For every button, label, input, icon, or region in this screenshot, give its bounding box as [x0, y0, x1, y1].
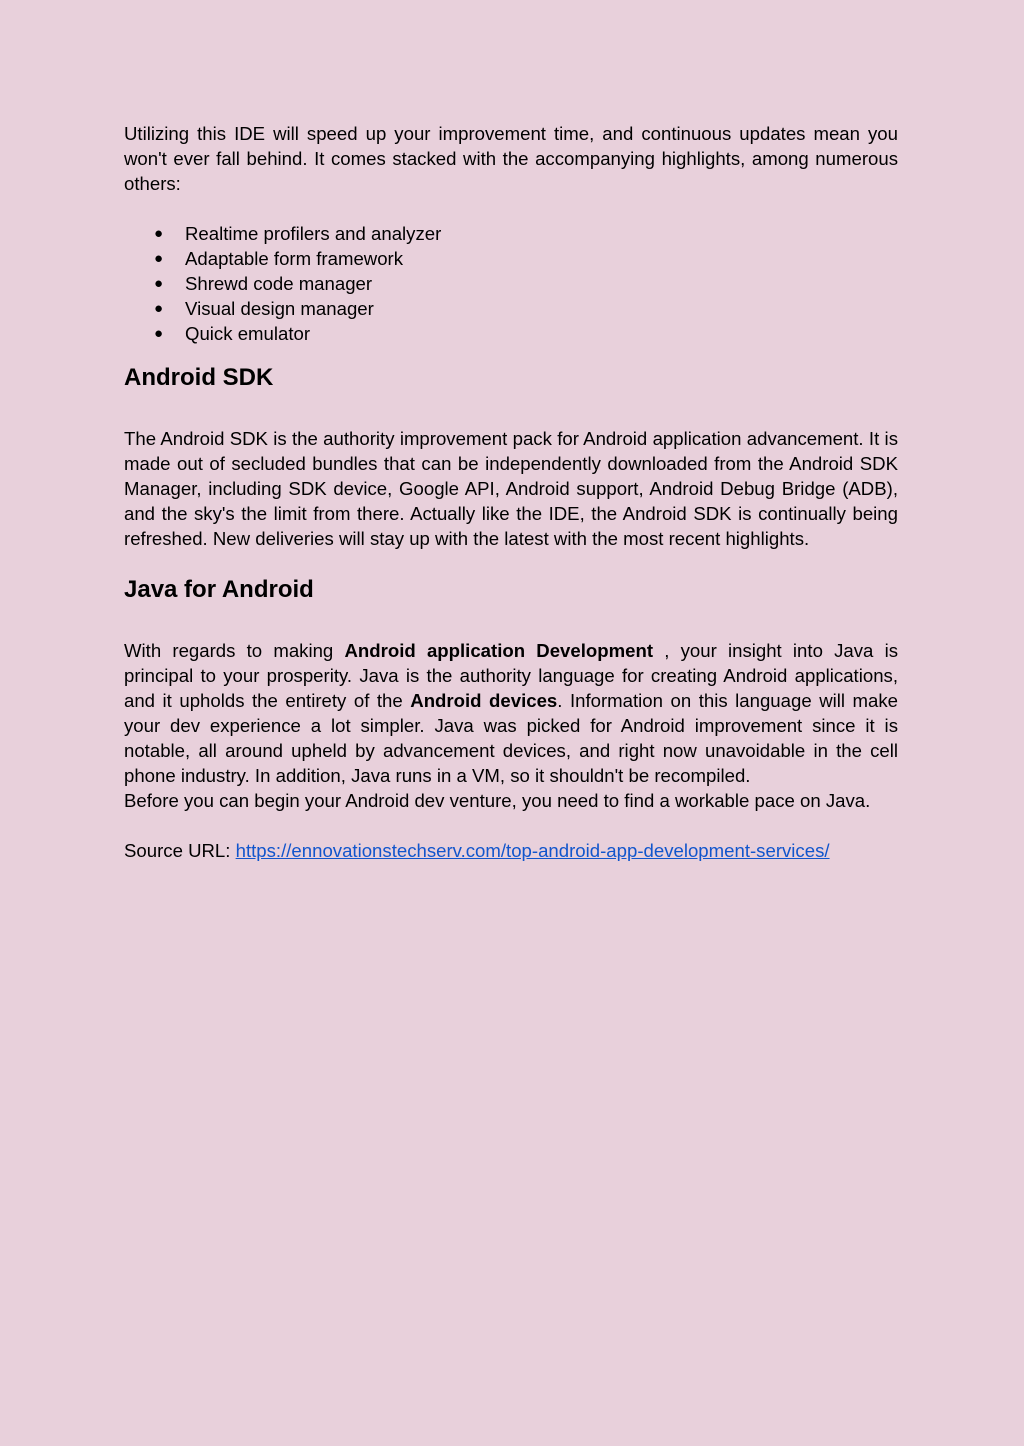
list-item: [124, 246, 898, 271]
feature-label: Realtime profilers and analyzer: [185, 223, 442, 244]
feature-label: Adaptable form framework: [185, 248, 404, 269]
bullet-icon: ●: [154, 225, 164, 242]
bullet-icon: ●: [154, 300, 164, 317]
intro-paragraph: Utilizing this IDE will speed up your improvement time, and continuous updates mean you won't ever fall behind. It comes stacked with the accompanying highlights, among numerous others:: [124, 123, 898, 194]
source-link[interactable]: https://ennovationstechserv.com/top-android-app-development-services/: [235, 840, 830, 861]
java-bold-devices: Android devices: [410, 690, 558, 711]
java-text-b: , your insight into Java is principal to your prosperity. Java is the authority language for creating Android applications, and it upholds the entirety of the: [124, 640, 899, 711]
bullet-icon: ●: [154, 325, 164, 342]
list-item: [124, 271, 898, 296]
feature-label: Visual design manager: [185, 298, 374, 319]
list-item: [124, 221, 898, 246]
java-paragraph: [124, 638, 898, 788]
feature-label: Quick emulator: [185, 323, 311, 344]
feature-list: [124, 221, 898, 346]
source-label: Source URL:: [124, 840, 236, 861]
sdk-paragraph: The Android SDK is the authority improvement pack for Android application advancement. It is made out of secluded bundles that can be independently downloaded from the Android SDK Manager, including SDK device, Google API, Android support, Android Debug Bridge (ADB), and the sky's the limit from there. Actually like the IDE, the Android SDK is continually being refreshed. New deliveries will stay up with the latest with the most recent highlights.: [124, 428, 898, 549]
bullet-icon: ●: [154, 275, 164, 292]
feature-label: Shrewd code manager: [185, 273, 373, 294]
list-item: [124, 321, 898, 346]
java-heading: Java for Android: [124, 576, 314, 603]
java-bold-app-dev: Android application Development: [344, 640, 654, 661]
bullet-icon: ●: [154, 250, 164, 267]
java-closing-line: Before you can begin your Android dev venture, you need to find a workable pace on Java.: [124, 790, 871, 811]
java-text-a: With regards to making: [124, 640, 345, 661]
sdk-heading: Android SDK: [124, 364, 274, 391]
list-item: [124, 296, 898, 321]
java-text-c: . Information on this language will make your dev experience a lot simpler. Java was picked for Android improvement since it is notable, all around upheld by advancement devices, and right now unavoidable in the cell phone industry. In addition, Java runs in a VM, so it shouldn't be recompiled.: [124, 690, 898, 786]
source-line: [124, 838, 898, 863]
